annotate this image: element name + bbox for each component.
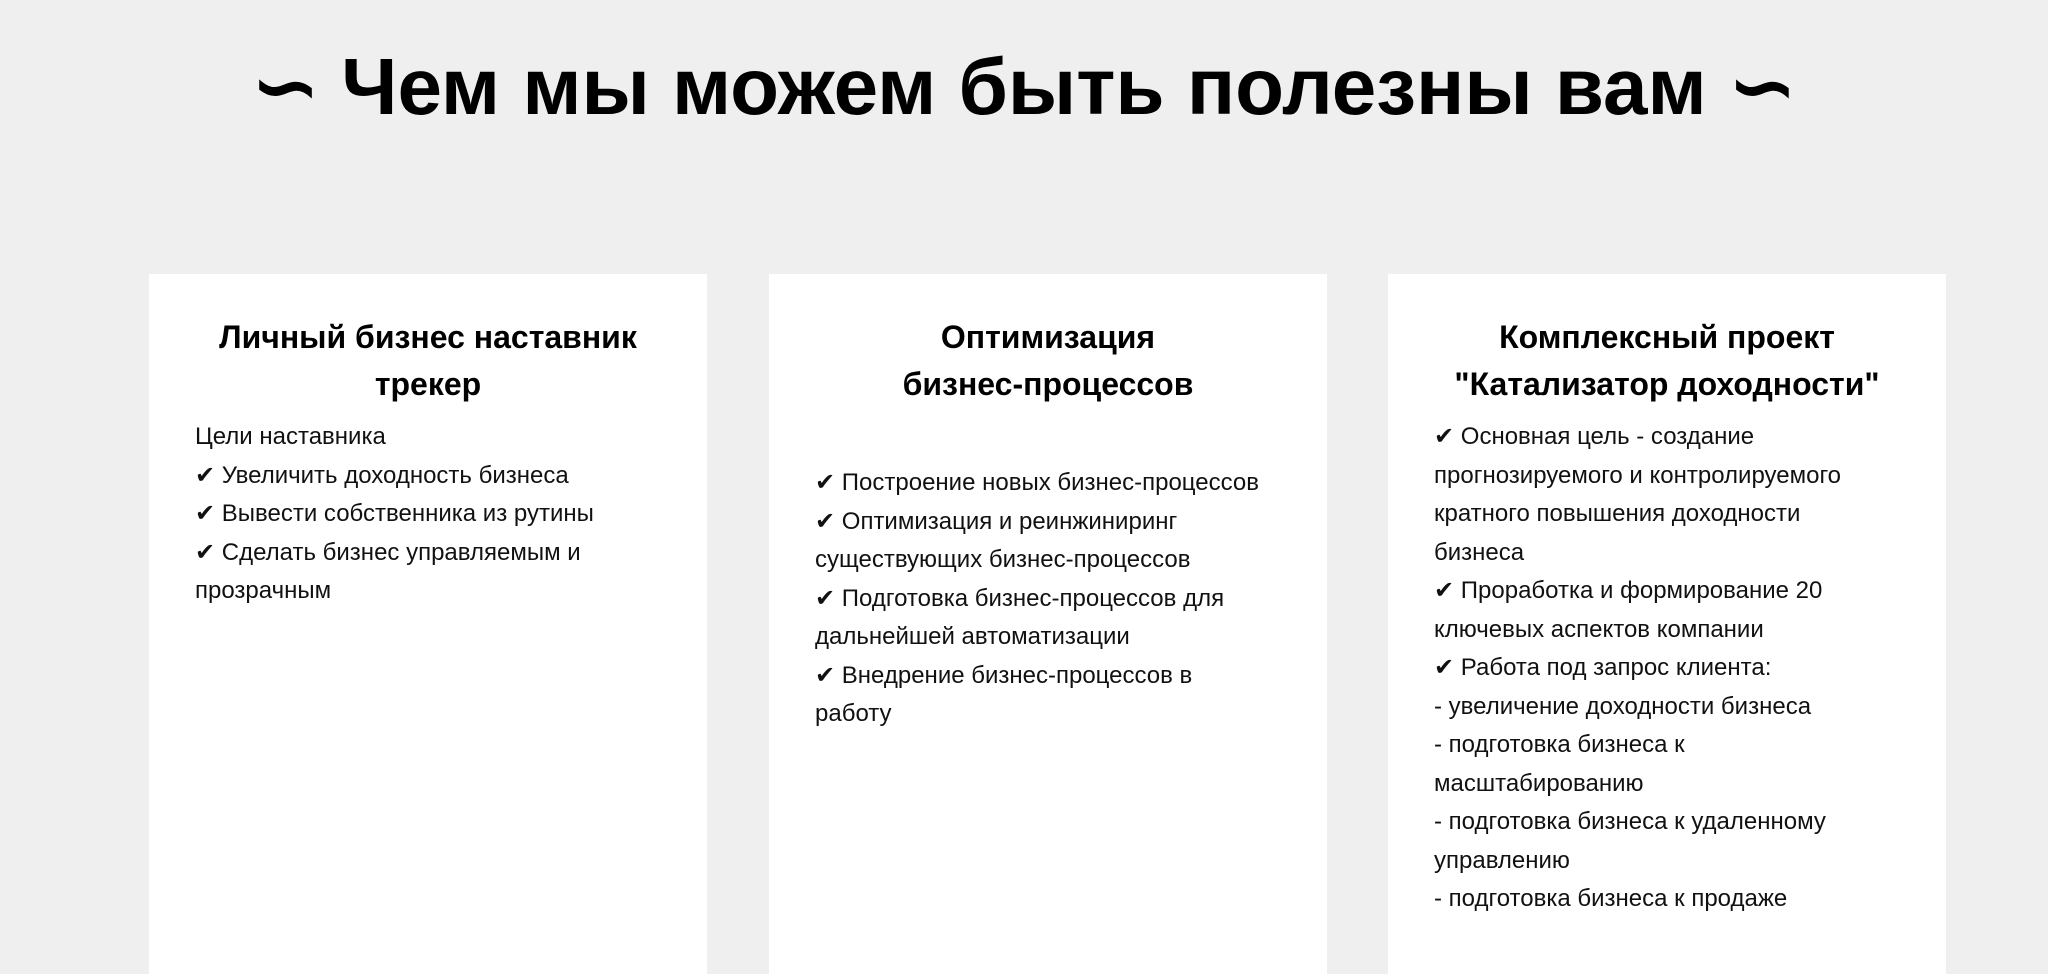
card-text-line: прогнозируемого и контролируемого	[1434, 461, 1842, 489]
card-body	[815, 464, 1281, 734]
card-text-line: Цели наставника	[195, 423, 386, 450]
card-text-line: ✔ Оптимизация и реинжиниринг	[815, 507, 1178, 535]
card-text-line: - увеличение доходности бизнеса	[1434, 692, 1812, 720]
card-text-line: ✔ Подготовка бизнес-процессов для	[815, 584, 1225, 612]
card-text-line: бизнеса	[1434, 538, 1525, 566]
card-text-line: ✔ Увеличить доходность бизнеса	[195, 461, 569, 489]
service-card-catalyst	[1388, 274, 1946, 974]
service-card-optimization	[769, 274, 1327, 974]
card-text-line: ✔ Построение новых бизнес-процессов	[815, 469, 1259, 496]
card-title	[815, 314, 1281, 408]
card-text-line: ключевых аспектов компании	[1434, 615, 1764, 643]
card-text-line: ✔ Проработка и формирование 20	[1434, 577, 1823, 604]
card-title-line: бизнес-процессов	[902, 366, 1194, 402]
card-text-line: ✔ Сделать бизнес управляемым и	[195, 538, 581, 566]
card-text-line: прозрачным	[195, 577, 332, 604]
card-title	[1434, 314, 1900, 408]
page-title: ∽ Чем мы можем быть полезны вам ∽	[252, 42, 1796, 131]
card-text-line: ✔ Работа под запрос клиента:	[1434, 654, 1772, 681]
card-text-line: - подготовка бизнеса к удаленному	[1434, 808, 1826, 835]
card-text-line: существующих бизнес-процессов	[815, 546, 1191, 573]
card-title-line: трекер	[374, 366, 482, 402]
card-title-line: Комплексный проект	[1499, 319, 1835, 355]
card-text-line: масштабированию	[1434, 769, 1644, 797]
service-card-mentor	[149, 274, 707, 974]
card-text-line: ✔ Вывести собственника из рутины	[195, 500, 594, 527]
card-text-line: - подготовка бизнеса к	[1434, 731, 1685, 758]
card-text-line: ✔ Основная цель - создание	[1434, 423, 1755, 450]
card-title-line: "Катализатор доходности"	[1454, 366, 1880, 402]
card-text-line: работу	[815, 700, 892, 727]
card-title-line: Личный бизнес наставник	[219, 319, 637, 355]
card-title	[195, 314, 661, 408]
card-text-line: кратного повышения доходности	[1434, 500, 1801, 527]
card-text-line: дальнейшей автоматизации	[815, 623, 1130, 650]
card-body	[195, 418, 661, 611]
card-text-line: - подготовка бизнеса к продаже	[1434, 885, 1788, 912]
card-body	[1434, 418, 1900, 919]
card-text-line: ✔ Внедрение бизнес-процессов в	[815, 661, 1193, 689]
card-title-line: Оптимизация	[940, 319, 1156, 355]
card-text-line: управлению	[1434, 846, 1570, 874]
